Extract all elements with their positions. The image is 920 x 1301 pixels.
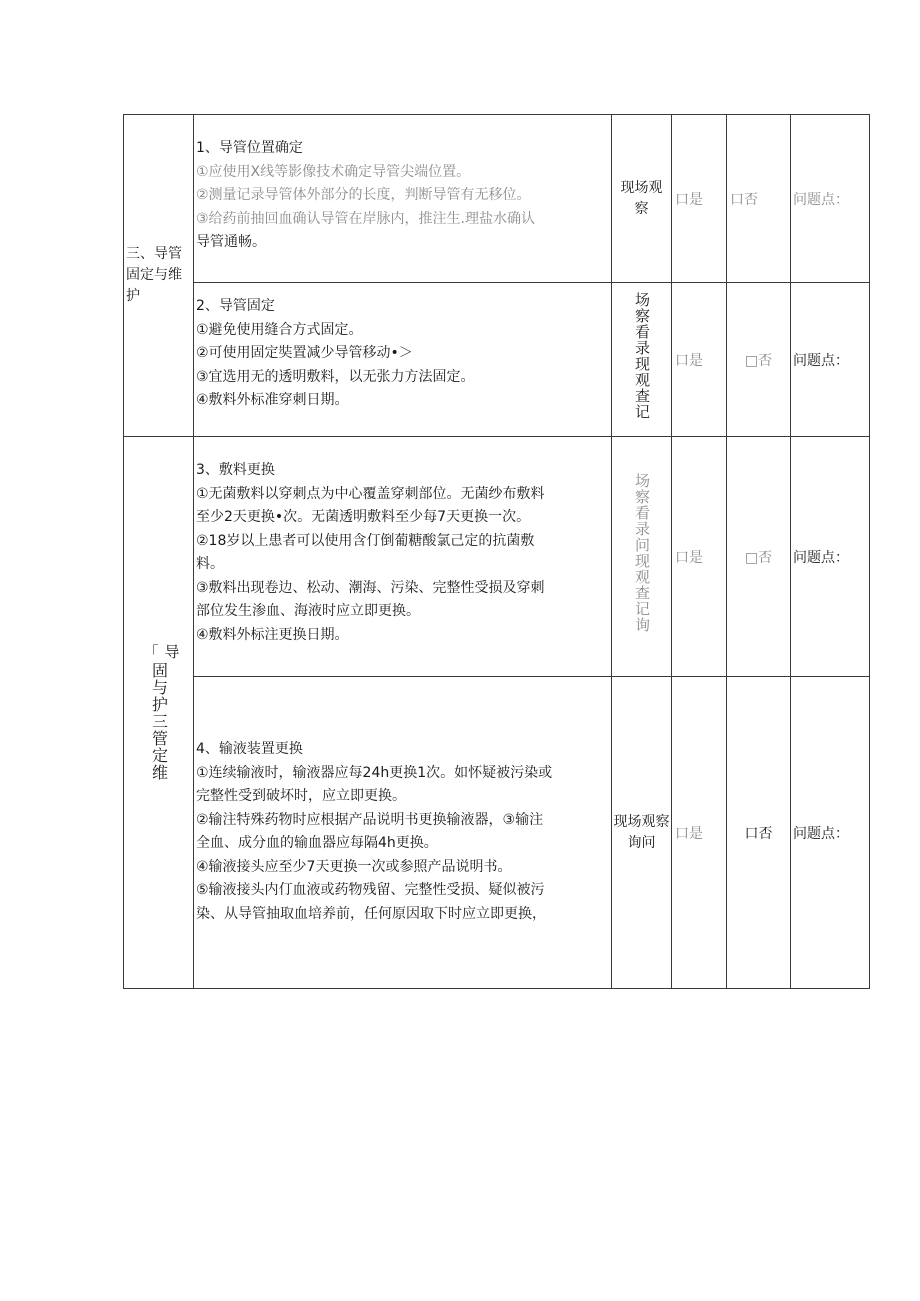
item-line: 部位发生渗血、海液时应立即更换。 — [196, 603, 420, 619]
yes-checkbox[interactable] — [672, 437, 727, 677]
section-label — [124, 115, 194, 437]
inspection-table — [123, 114, 870, 989]
check-method-text: 现场观察询问 — [613, 813, 670, 851]
item-line: 完整性受到破坏时，应立即更换。 — [196, 788, 406, 804]
no-label: 口否 — [730, 191, 758, 208]
item-line: ③给药前抽回血确认导管在岸脉内，推注生.理盐水确认 — [196, 210, 535, 227]
check-method-text: 场察看录现观查记 — [633, 292, 651, 420]
item-line: ②可使用固定奘置减少导管移动•＞ — [196, 345, 413, 361]
yes-checkbox[interactable] — [672, 115, 727, 283]
item-line: ③宜选用无的透明敷料，以无张力方法固定。 — [196, 368, 475, 385]
section-vertical-text: 固与护三管定维 — [149, 661, 169, 781]
item-line: ①无菌敷料以穿刺点为中心覆盖穿刺部位。无菌纱布敷料 — [196, 485, 545, 502]
issue-cell — [791, 115, 870, 283]
item-line: ①连续输液时，输液器应每24h更换1次。如怀疑被污染或 — [196, 764, 553, 781]
check-method — [612, 677, 672, 989]
item-line: ④输液接头应至少7天更换一次或参照产品说明书。 — [196, 858, 512, 875]
item-content — [194, 677, 612, 989]
no-checkbox[interactable] — [727, 283, 791, 437]
check-method-text: 场察看录问现观查记询 — [633, 473, 651, 633]
yes-label: 口是 — [675, 191, 703, 208]
item-line: 全血、成分血的输血器应每隔4h更换。 — [196, 835, 438, 851]
issue-label: 问题点： — [793, 191, 849, 208]
no-label: □否 — [744, 549, 773, 566]
yes-checkbox[interactable] — [672, 677, 727, 989]
item-line: ②18岁以上患者可以使用含仃倒葡糖酸氯己定的抗菌敷 — [196, 532, 535, 549]
issue-cell — [791, 677, 870, 989]
yes-label: 口是 — [675, 549, 703, 566]
item-line: ④敷料外标注更换日期。 — [196, 626, 349, 643]
item-title: 2、导管固定 — [196, 298, 275, 314]
check-method — [612, 115, 672, 283]
item-line: ④敷料外标准穿刺日期。 — [196, 392, 349, 408]
item-line: ⑤输液接头内仃血液或药物残留、完整性受损、疑似被污 — [196, 882, 545, 898]
item-line: 导管通畅。 — [196, 234, 266, 250]
item-line: ①应使用X线等影像技术确定导管尖端位置。 — [196, 163, 471, 180]
item-title: 3、敷料更换 — [196, 462, 275, 478]
yes-label: 口是 — [675, 825, 703, 842]
yes-checkbox[interactable] — [672, 283, 727, 437]
section-top-char: 导 — [164, 642, 180, 661]
item-line: ③敷料出现卷边、松动、潮海、污染、完整性受损及穿刺 — [196, 579, 545, 596]
no-label: 口否 — [744, 825, 773, 842]
item-title: 1、导管位置确定 — [196, 140, 303, 156]
table-row — [124, 437, 870, 677]
issue-cell — [791, 437, 870, 677]
item-line: ①避免使用缝合方式固定。 — [196, 321, 363, 338]
item-line: 至少2天更换•次。无菌透明敷料至少每7天更换一次。 — [196, 509, 531, 525]
check-method — [612, 437, 672, 677]
yes-label: 口是 — [675, 352, 703, 369]
item-content — [194, 115, 612, 283]
item-content — [194, 283, 612, 437]
issue-cell — [791, 283, 870, 437]
bracket-char: 「 — [143, 642, 159, 661]
item-content — [194, 437, 612, 677]
table-row — [124, 283, 870, 437]
no-label: □否 — [744, 352, 773, 369]
item-line: 染、从导管抽取血培养前，任何原因取下时应立即更换， — [196, 905, 546, 922]
item-line: ②输注特殊药物时应根据产品说明书更换输液器，③输注 — [196, 811, 544, 828]
table-row — [124, 115, 870, 283]
issue-label: 问题点： — [793, 825, 849, 842]
issue-label: 问题点： — [793, 549, 849, 566]
item-title: 4、输液装置更换 — [196, 741, 303, 757]
no-checkbox[interactable] — [727, 115, 791, 283]
no-checkbox[interactable] — [727, 437, 791, 677]
table-row — [124, 677, 870, 989]
section-bracket — [143, 641, 180, 662]
section-label-vertical — [124, 437, 194, 989]
check-method-text: 现场观察 — [620, 179, 663, 217]
no-checkbox[interactable] — [727, 677, 791, 989]
issue-label: 问题点： — [793, 352, 849, 369]
section-label-text: 三、导管固定与维护 — [126, 246, 182, 304]
check-method — [612, 283, 672, 437]
item-line: 料。 — [196, 556, 224, 572]
item-line: ②测量记录导管体外部分的长度，判断导管有无移位。 — [196, 187, 531, 203]
